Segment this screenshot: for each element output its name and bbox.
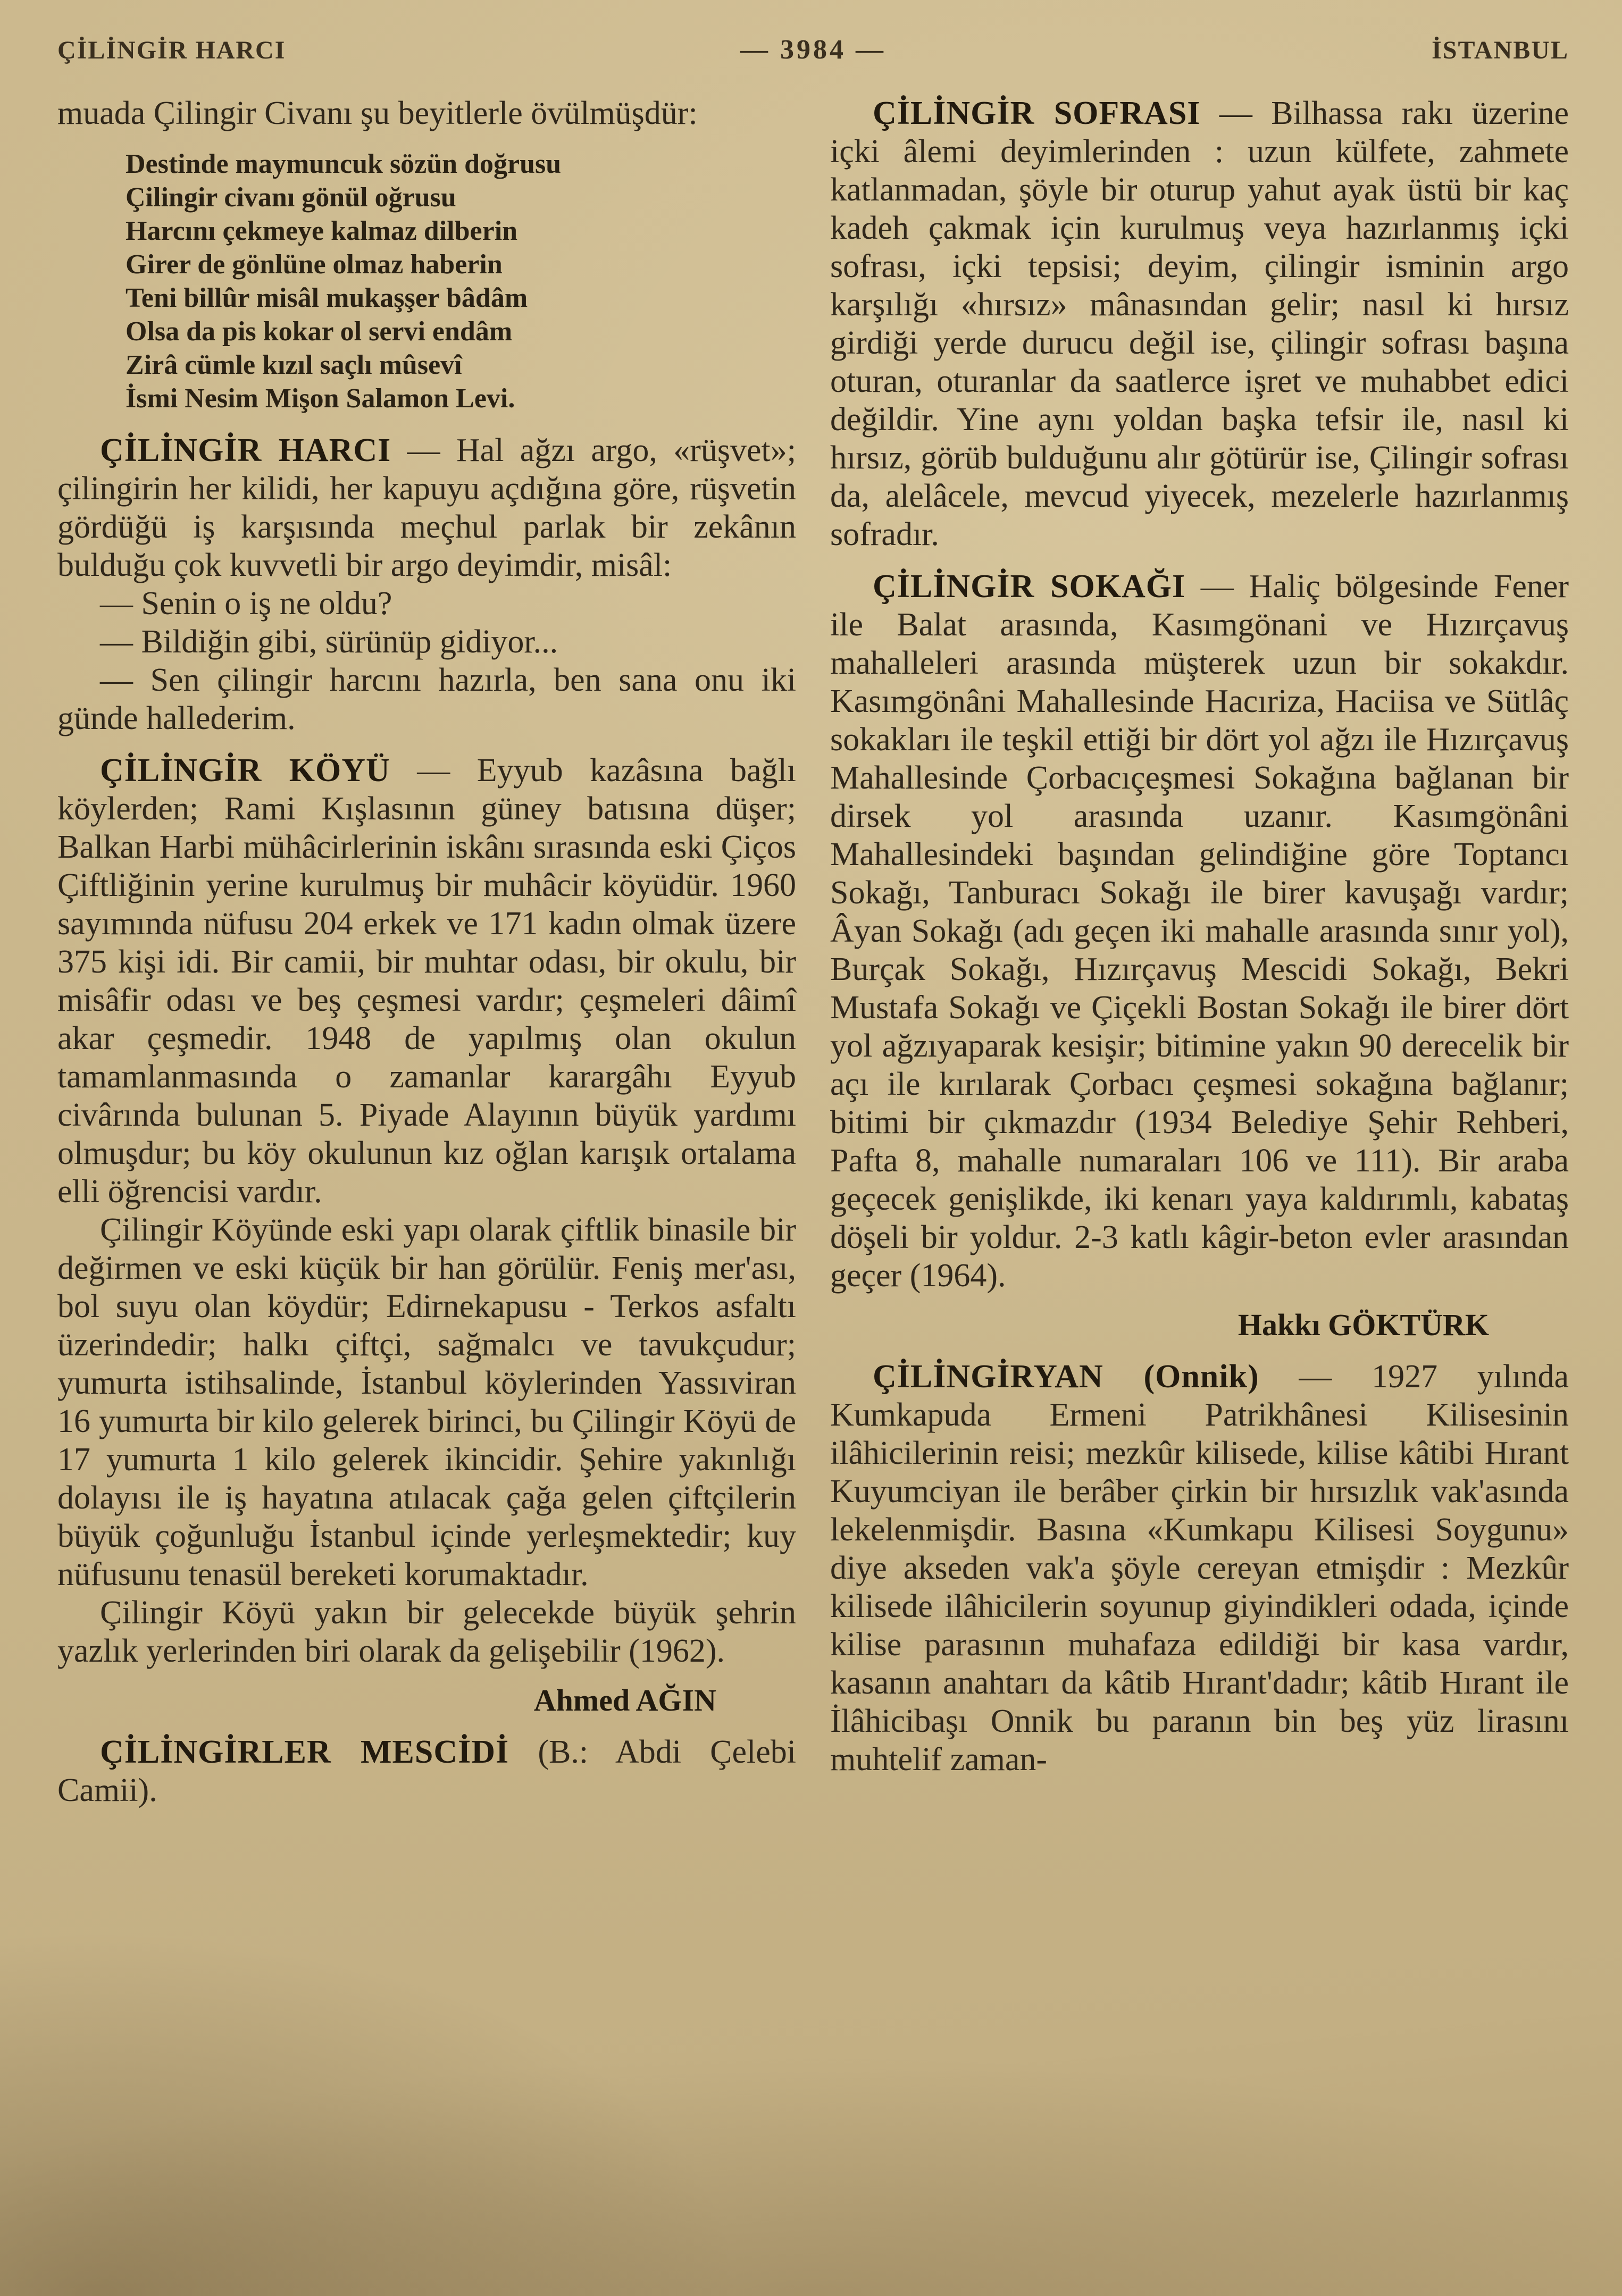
paragraph: Çilingir Köyünde eski yapı olarak çiftlik binasile bir değirmen ve eski küçük bir han görülür. Feniş mer'ası, bol suyu olan köydür; Edirnekapusu - Terkos asfaltı üzerindedir; halkı çiftçi, sağmalcı ve tavukçudur; yumurta istihsalinde, İstanbul köylerinden Yassıviran 16 yumurta bir kilo gelerek birinci, bu Çilingir Köyü de 17 yumurta 1 kilo gelerek ikincidir. Şehire yakınlığı dolayısı ile iş hayatına atılacak çağa gelen çiftçilerin büyük çoğunluğu İstanbul içinde yerleşmektedir; kuy nüfusunu tenasül bereketi korumaktadır. — [57, 1212, 796, 1593]
entry-title: ÇİLİNGİR SOKAĞI — [873, 568, 1186, 605]
entry-text: — 1927 yılında Kumkapuda Ermeni Patrikhânesi Kilisesinin ilâhicilerinin reisi; mezkûr kilisede, kilise kâtibi Hırant Kuyumciyan ile berâber çirkin bir hırsızlık vak'asında lekelenmişdir. Basına «Kumkapu Kilisesi Soygunu» diye akseden vak'a şöyle cereyan etmişdir : Mezkûr kilisede ilâhicilerin soyunup giyindikleri odada, içinde kilise parasının muhafaza edildiği bir kasa vardır, kasanın anahtarı da kâtib Hırant'dadır; kâtib Hırant ile İlâhicibaşı Onnik bu paranın bin beş yüz lirasını muhtelif zaman- — [830, 1359, 1569, 1778]
entry-title: ÇİLİNGİR HARCI — [100, 432, 391, 468]
poem-block — [126, 147, 796, 415]
left-column — [57, 94, 796, 1809]
dialogue-line: — Senin o iş ne oldu? — [100, 585, 392, 622]
right-column — [830, 94, 1569, 1809]
entry-text: — Hal ağzı argo, «rüşvet»; çilingirin her kilidi, her kapuyu açdığına göre, rüşvetin gördüğü iş karşısında meçhul parlak bir zekânın bulduğu çok kuvvetli bir argo deyimdir, misâl: — [57, 432, 796, 583]
author-signature: Hakkı GÖKTÜRK — [1238, 1308, 1489, 1342]
entry-cilingir-koyu — [57, 751, 796, 1211]
page-number: — 3984 — — [740, 35, 886, 65]
running-title-right: İSTANBUL — [1432, 36, 1569, 64]
author-signature: Ahmed AĞIN — [533, 1683, 716, 1717]
poem-line: Harcını çekmeye kalmaz dilberin — [126, 216, 518, 246]
entry-cilingir-harci — [57, 431, 796, 584]
entry-text: — Haliç bölgesinde Fener ile Balat arasında, Kasımgönani ve Hızırçavuş mahalleleri arasında müşterek uzun bir sokakdır. Kasımgönâni Mahallesinde Hacıriza, Haciisa ve Sütlâç sokakları ile teşkil ettiği bir dört yol ağzı ile Hızırçavuş Mahallesinde Çorbacıçeşmesi Sokağına bağlanan bir dirsek yol arasında uzanır. Kasımgönâni Mahallesindeki başından gelindiğine göre Toptancı Sokağı, Tanburacı Sokağı ile birer kavuşağı vardır; Âyan Sokağı (adı geçen iki mahalle arasında sınır yol), Burçak Sokağı, Hızırçavuş Mescidi Sokağı, Bekri Mustafa Sokağı ve Çiçekli Bostan Sokağı ile birer dört yol ağzıyaparak kesişir; bitimine yakın 90 derecelik bir açı ile kırılarak Çorbacı çeşmesi sokağına bağlanır; bitimi bir çıkmazdır (1934 Belediye Şehir Rehberi, Pafta 8, mahalle numaraları 106 ve 111). Bir araba geçecek genişlikde, iki kenarı yaya kaldırımlı, kabataş döşeli bir yoldur. 2-3 katlı kâgir-beton evler arasından geçer (1964). — [830, 568, 1569, 1294]
entry-cilingiryan — [830, 1358, 1569, 1779]
dialogue-line: — Sen çilingir harcını hazırla, ben sana onu iki günde hallederim. — [57, 662, 796, 736]
entry-title: ÇİLİNGİRLER MESCİDİ — [100, 1734, 509, 1770]
dialogue-line: — Bildiğin gibi, sürünüp gidiyor... — [100, 624, 558, 660]
entry-title: ÇİLİNGİRYAN (Onnik) — [873, 1359, 1259, 1395]
entry-title: ÇİLİNGİR KÖYÜ — [100, 752, 390, 789]
paragraph: Çilingir Köyü yakın bir gelecekde büyük şehrin yazlık yerlerinden biri olarak da gelişebilir (1962). — [57, 1595, 796, 1669]
entry-cilingir-sofrasi — [830, 94, 1569, 554]
running-title-left: ÇİLİNGİR HARCI — [57, 36, 286, 64]
poem-line: Zirâ cümle kızıl saçlı mûsevî — [126, 350, 462, 380]
entry-text: — Eyyub kazâsına bağlı köylerden; Rami Kışlasının güney batısına düşer; Balkan Harbi mühâcirlerinin iskânı sırasında eski Çiços Çiftliğinin yerine kurulmuş bir muhâcir köyüdür. 1960 sayımında nüfusu 204 erkek ve 171 kadın olmak üzere 375 kişi idi. Bir camii, bir muhtar odası, bir okulu, bir misâfir odası ve beş çeşmesi vardır; çeşmeleri dâimî akar çeşmedir. 1948 de yapılmış olan okulun tamamlanmasında o zamanlar karargâhı Eyyub civârında bulunan 5. Piyade Alayının büyük yardımı olmuşdur; bu köy okulunun kız oğlan karışık ortalama elli öğrencisi vardır. — [57, 752, 796, 1210]
continuation-paragraph: muada Çilingir Civanı şu beyitlerle övülmüşdür: — [57, 95, 698, 131]
poem-line: Girer de gönlüne olmaz haberin — [126, 249, 503, 280]
entry-text: — Bilhassa rakı üzerine içki âlemi deyimlerinden : uzun külfete, zahmete katlanmadan, şöyle bir oturup yahut ayak üstü bir kaç kadeh çakmak için kurulmuş veya hazırlanmış içki sofrası, içki tepsisi; deyim, çilingir isminin argo karşılığı «hırsız» mânasından gelir; nasıl ki hırsız girdiği yerde durucu değil ise, çilingir sofrası başına oturan, oturanlar da saatlerce işret ve muhabbet edici değildir. Yine aynı yoldan başka tefsir ile, nasıl ki hırsız, görüb bulduğunu alır götürür ise, Çilingir sofrası da, alelâcele, mevcud yiyecek, mezelerle hazırlanmış sofradır. — [830, 95, 1569, 552]
poem-line: Teni billûr misâl mukaşşer bâdâm — [126, 283, 528, 313]
poem-line: Destinde maymuncuk sözün doğrusu — [126, 149, 562, 179]
poem-line: İsmi Nesim Mişon Salamon Levi. — [126, 383, 515, 414]
poem-line: Çilingir civanı gönül oğrusu — [126, 182, 456, 213]
entry-text: (B.: Abdi Çelebi Camii). — [57, 1734, 796, 1808]
entry-title: ÇİLİNGİR SOFRASI — [873, 95, 1201, 131]
entry-cilingir-sokagi — [830, 567, 1569, 1295]
entry-cilingirler-mescidi — [57, 1733, 796, 1809]
page-header — [57, 34, 1569, 65]
two-column-body — [57, 94, 1569, 1809]
poem-line: Olsa da pis kokar ol servi endâm — [126, 316, 513, 347]
